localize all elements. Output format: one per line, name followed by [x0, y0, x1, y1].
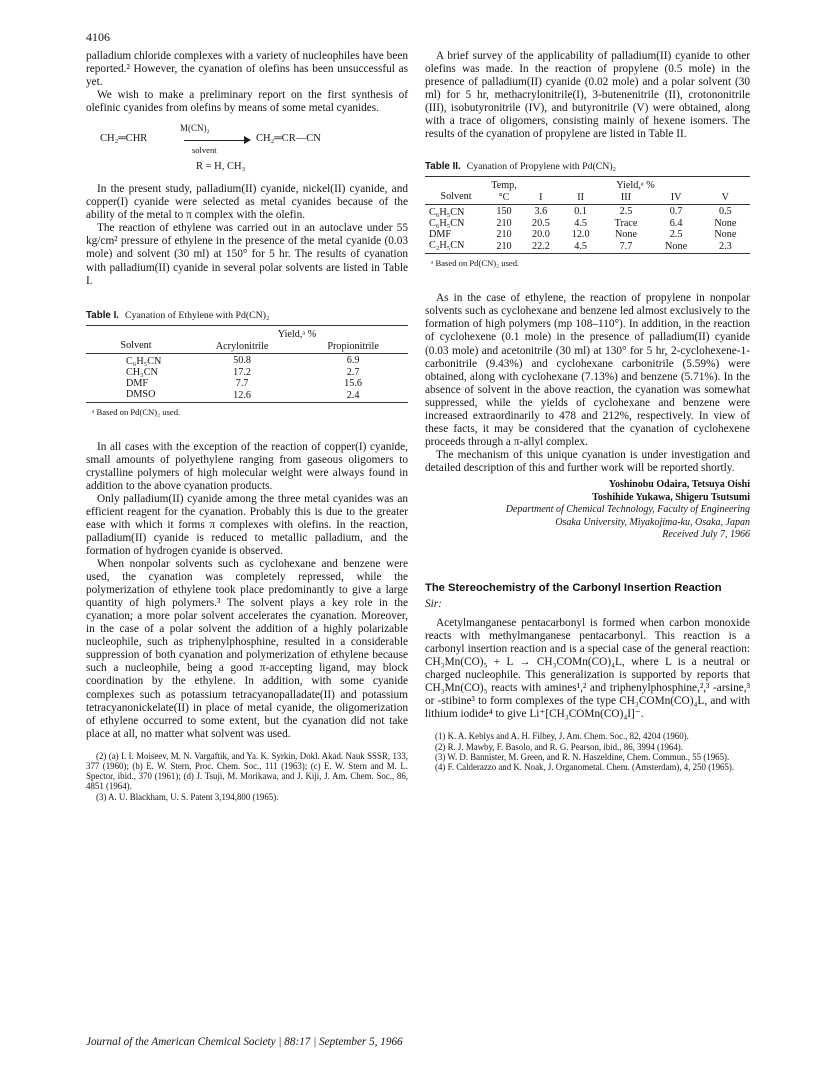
paragraph: palladium chloride complexes with a variety of nucleophiles have been reported.² However, the cyanation of olefins has been unsuccessful as yet. [86, 50, 408, 89]
author-names: Yoshinobu Odaira, Tetsuya Oishi [608, 478, 750, 490]
table-row [425, 205, 750, 219]
table-cell: None [665, 241, 688, 253]
table-footnote: ᵃ Based on Pd(CN)₂ used. [431, 258, 520, 269]
table-cell: 12.0 [571, 229, 590, 241]
table-header: I [539, 192, 543, 204]
table-row [425, 240, 750, 254]
table-label: Table I. [86, 309, 120, 321]
paragraph: A brief survey of the applicability of palladium(II) cyanide to other olefins was made. In the reaction of propylene (0.5 mole) in the presence of palladium(II) cyanide (0.02 mole) and a polar solvent (30 ml) for 5 hr, methacrylonitrile(I), 3-butenenitrile (II), crotononitrile (III), isobutyronitrile (IV), and butyronitrile (V) were obtained, along with a trace of oligomers, consisting mainly of hexene isomers. The results of the cyanation of propylene are listed in Table II. [425, 50, 750, 141]
salutation: Sir: [425, 597, 442, 610]
table-row [86, 353, 408, 367]
table-cell: 6.4 [669, 218, 683, 230]
table-cell: 0.7 [669, 206, 683, 218]
table-cell: 12.6 [233, 389, 251, 401]
paragraph: We wish to make a preliminary report on the first synthesis of olefinic cyanides from olefins by means of some metal cyanides. [86, 89, 408, 115]
paragraph: The reaction of ethylene was carried out in an autoclave under 55 kg/cm² pressure of ethylene in the presence of the metal cyanide (0.03 mole) and solvent (30 ml) at 150° for 5 hr. The results of cyanation with palladium(II) cyanide in several polar solvents are listed in Table I. [86, 222, 408, 287]
table-row [86, 389, 408, 403]
table-row [86, 378, 408, 389]
table-1 [86, 310, 408, 417]
reaction-arrow [184, 140, 248, 141]
author-signature [425, 479, 750, 542]
table-caption-text: Cyanation of Propylene with Pd(CN)₂ [466, 161, 617, 173]
author-names: Toshihide Yukawa, Shigeru Tsutsumi [592, 491, 750, 503]
table-header: Temp, [491, 180, 517, 192]
table-cell: 210 [496, 229, 512, 241]
reference: (2) (a) I. I. Moiseev, M. N. Vargaftik, and Ya. K. Syrkin, Dokl. Akad. Nauk SSSR, 133, 377 (1960); (b) E. W. Stern, Proc. Chem. Soc., 111 (1963); (c) E. W. Stern and M. L. Spector, ibid., 370 (1961); (d) J. Tsuji, M. Morikawa, and J. Kiji, J. Am. Chem. Soc., 86, 4851 (1964). [86, 750, 408, 792]
equation-product: CH₂═CR—CN [256, 133, 321, 145]
affiliation: Osaka University, Miyakojima-ku, Osaka, Japan [555, 516, 750, 528]
table-cell: C₆H₅CN [126, 355, 162, 367]
table-cell: 0.5 [718, 206, 732, 218]
data-table [425, 176, 750, 254]
table-cell: 15.6 [344, 377, 362, 389]
table-cell: 7.7 [235, 377, 249, 389]
reference: (3) W. D. Bannister, M. Green, and R. N. Haszeldine, Chem. Commun., 55 (1965). [435, 751, 730, 762]
reaction-equation [86, 117, 408, 179]
table-cell: 4.5 [574, 218, 588, 230]
table-cell: DMF [429, 229, 452, 241]
table-group-header: Yield,ᵃ % [616, 180, 655, 192]
table-cell: CH₃CN [126, 366, 158, 378]
reference: (1) K. A. Keblys and A. H. Filbey, J. Am. Chem. Soc., 82, 4204 (1960). [435, 731, 689, 742]
paragraph: Only palladium(II) cyanide among the three metal cyanides was an efficient reagent for the cyanation. Probably this is due to the greater ease with which it forms π complexes with olefins. In the reaction, palladium(II) cyanide is reduced to metallic palladium, and the formation of hydrogen cyanide is observed. [86, 492, 408, 557]
table-header: Acrylonitrile [215, 340, 269, 352]
table-cell: 20.5 [531, 218, 550, 230]
paragraph: The mechanism of this unique cyanation is under investigation and detailed description of this and further work will be reported shortly. [425, 448, 750, 474]
table-cell: None [714, 218, 737, 230]
arrow-head [244, 136, 251, 144]
paragraph: When nonpolar solvents such as cyclohexane and benzene were used, the cyanation was completely repressed, while the polymerization of ethylene took place predominantly to give a large quantity of high polymers.³ The solvent plays a key role in the cyanation; a more polar solvent accelerates the cyanation. Moreover, in the case of a polar solvent the addition of a highly polarizable nucleophile, such as triphenylphosphine, resulted in a considerable suppression of both cyanation and polymerization of ethylene because such a nucleophile, being a good π-accepting ligand, may block coordination by the ethylene. In addition, with some cyanide complexes such as potassium tetracyanopalladate(II) and potassium tetracyanonickelate(II) in place of metal cyanide, the oligomerization of ethylene occurred to some extent, but the cyanation did not take place at all, no matter what solvent was used. [86, 558, 408, 740]
table-header: III [620, 192, 632, 204]
paragraph: In all cases with the exception of the reaction of copper(I) cyanide, small amounts of polyethylene ranging from gaseous oligomers to crystalline polymers of high molecular weight were always found in addition to the above cyanation products. [86, 440, 408, 492]
table-caption-text: Cyanation of Ethylene with Pd(CN)₂ [125, 309, 270, 321]
table-cell: 150 [496, 206, 512, 218]
table-cell: 22.2 [531, 241, 550, 253]
article-title: The Stereochemistry of the Carbonyl Insertion Reaction [425, 581, 722, 594]
table-cell: 2.5 [619, 206, 633, 218]
table-header: II [577, 192, 585, 204]
table-cell: 17.2 [233, 366, 251, 378]
data-table [86, 325, 408, 403]
table-cell: C₆H₅CN [429, 218, 465, 230]
table-cell: 2.5 [669, 229, 683, 241]
table-cell: 2.3 [718, 241, 732, 253]
received-date: Received July 7, 1966 [662, 529, 750, 541]
table-cell: None [614, 229, 638, 241]
equation-reagent: M(CN)₂ [180, 123, 210, 134]
table-cell: C₂H₅CN [429, 240, 465, 252]
table-cell: 2.7 [346, 366, 360, 378]
paragraph: Acetylmanganese pentacarbonyl is formed when carbon monoxide reacts with methylmanganese pentacarbonyl. This reaction is a carbonyl insertion reaction and is a special case of the general reaction: CH₃Mn(CO)₅ + L → CH₃COMn(CO)₄L, where L is a neutral or charged nucleophile. This generalization is supported by reports that CH₃Mn(CO)₅ reacts with amines¹,² and triphenylphosphine,²,³ -arsine,³ or -stibine³ to form complexes of the type CH₃COMn(CO)₄L, and with lithium iodide⁴ to give Li⁺[CH₃COMn(CO)₄I]⁻. [425, 616, 750, 721]
table-row [86, 367, 408, 378]
table-header: °C [498, 192, 510, 204]
table-cell: 7.7 [619, 241, 633, 253]
table-2 [425, 161, 750, 268]
right-column [425, 50, 750, 772]
table-cell: 210 [496, 241, 512, 253]
equation-reactant: CH₂═CHR [100, 133, 148, 145]
table-cell: 3.6 [534, 206, 548, 218]
equation-substituent: R = H, CH₃ [196, 161, 246, 173]
reference: (3) A. U. Blackham, U. S. Patent 3,194,800 (1965). [96, 791, 279, 802]
reference: (2) R. J. Mawby, F. Basolo, and R. G. Pearson, ibid., 86, 3994 (1964). [435, 741, 683, 752]
table-cell: None [714, 229, 737, 241]
table-cell: Trace [614, 218, 638, 230]
reference: (4) F. Calderazzo and K. Noak, J. Organometal. Chem. (Amsterdam), 4, 250 (1965). [435, 761, 735, 772]
table-row [425, 229, 750, 240]
references [425, 731, 750, 772]
table-caption [425, 161, 750, 172]
table-caption [86, 310, 408, 321]
paragraph: As in the case of ethylene, the reaction of propylene in nonpolar solvents such as cyclohexane and benzene led almost exclusively to the formation of high polymers (mp 108–110°). In addition, in the reaction of cyclohexene (0.1 mole) in the presence of palladium(II) cyanide (0.03 mole) and acetonitrile (30 ml) at 130° for 5 hr, 2-cyclohexene-1-carbonitrile (9.43%) and cyclohexane carbonitrile (5.59%) were obtained, along with cyclohexane (7.13%) and benzene (5.71%). In the absence of solvent in the above reaction, the cyanation was somewhat suppressed, while the yields of cyclohexane and benzene were increased extraordinarily to 478 and 212%, respectively. In view of these facts, it may be considered that the cyanation of cyclohexene proceeds through a π-allyl complex. [425, 292, 750, 448]
table-footnote: ᵃ Based on Pd(CN)₂ used. [92, 406, 181, 417]
table-cell: 6.9 [346, 354, 360, 366]
table-group-header: Yield,ᵃ % [277, 328, 317, 340]
table-cell: DMSO [126, 388, 156, 400]
table-cell: 0.1 [574, 206, 588, 218]
references [86, 751, 408, 802]
table-header: Solvent [440, 191, 472, 203]
table-row [425, 218, 750, 229]
table-cell: C₆H₅CN [429, 207, 465, 219]
journal-footer: Journal of the American Chemical Society | 88:17 | September 5, 1966 [86, 1036, 403, 1048]
table-header: IV [670, 192, 682, 204]
table-cell: 4.5 [574, 241, 588, 253]
paragraph: In the present study, palladium(II) cyanide, nickel(II) cyanide, and copper(I) cyanide were selected as metal cyanides because of the ability of the metal to π complex with the olefin. [86, 183, 408, 222]
table-header: Propionitrile [327, 340, 379, 352]
page-number: 4106 [86, 30, 110, 44]
table-cell: DMF [126, 377, 149, 389]
equation-condition: solvent [192, 145, 217, 156]
affiliation: Department of Chemical Technology, Faculty of Engineering [505, 504, 750, 516]
table-label: Table II. [425, 161, 461, 173]
table-cell: 210 [496, 218, 512, 230]
table-header: Solvent [120, 339, 152, 351]
table-cell: 2.4 [346, 389, 360, 401]
table-cell: 20.0 [531, 229, 550, 241]
left-column [86, 50, 408, 802]
table-cell: 50.8 [233, 354, 251, 366]
table-header: V [721, 192, 730, 204]
